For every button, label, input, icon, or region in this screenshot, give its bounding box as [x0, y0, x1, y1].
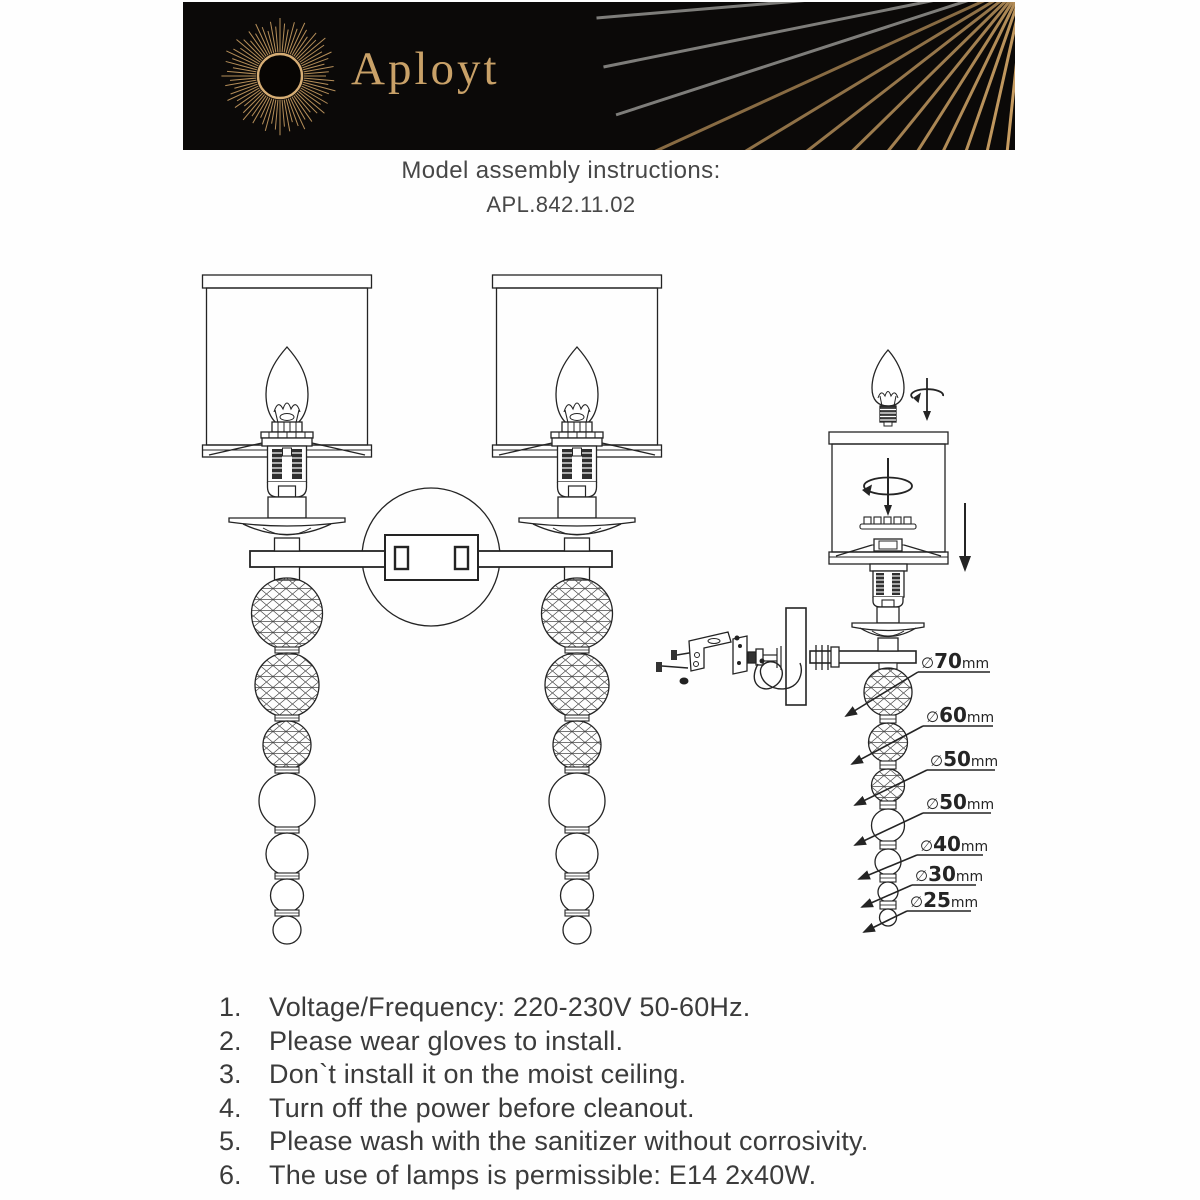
- dimension-label: [926, 790, 994, 814]
- drawing-line: [297, 40, 316, 59]
- dimension-value: 50: [939, 790, 967, 814]
- instruction-item: [219, 1126, 868, 1160]
- lamp-unit: [203, 275, 372, 580]
- sunburst-logo-icon: [221, 18, 335, 135]
- drawing-line: [284, 100, 290, 132]
- instruction-number: 3.: [219, 1059, 242, 1089]
- instruction-item: [219, 1059, 868, 1093]
- dimension-unit: mm: [950, 895, 979, 911]
- dimension-symbol: ∅: [930, 752, 944, 770]
- drawing-line: [282, 100, 284, 127]
- drawing-line: [227, 71, 256, 74]
- dimension-symbol: ∅: [926, 708, 940, 726]
- rotate-icon-arrow: [884, 505, 892, 516]
- drip-saucer: [229, 518, 345, 526]
- screw-head: [656, 662, 662, 672]
- bulb-tip: [884, 422, 892, 426]
- thread-tooth: [884, 517, 891, 524]
- drawing-line: [275, 100, 278, 130]
- instruction-number: 6.: [219, 1159, 242, 1190]
- dimension-value: 60: [939, 703, 967, 727]
- thread-tooth: [864, 517, 871, 524]
- drawing-line: [836, 545, 872, 556]
- down-arrow-head: [959, 556, 971, 572]
- drawing-line: [270, 22, 275, 53]
- dimension-unit: mm: [955, 869, 984, 885]
- dimension-value: 25: [923, 888, 951, 912]
- brand-logo-text: Aployt: [351, 43, 500, 95]
- dimension-label: [930, 747, 998, 771]
- dimension-label: [910, 888, 978, 912]
- screw-dot: [680, 678, 689, 685]
- mounting-bar: [460, 551, 612, 567]
- drawing-line: [235, 90, 260, 108]
- title-block: [0, 157, 1122, 218]
- instruction-text: Please wear gloves to install.: [269, 1025, 624, 1056]
- wall-plate: [786, 608, 806, 705]
- crystal-ball-faceted: [263, 721, 311, 769]
- lamp-unit: [493, 275, 662, 580]
- socket-cup: [873, 597, 903, 607]
- socket-cup: [268, 482, 307, 497]
- instruction-text: Turn off the power before cleanout.: [269, 1092, 695, 1123]
- brand-banner: [183, 2, 1015, 150]
- dimension-value: 50: [943, 747, 971, 771]
- crystal-ball-faceted: [872, 769, 905, 802]
- drawing-line: [282, 24, 284, 52]
- drip-saucer: [519, 518, 635, 526]
- drawing-line: [304, 72, 329, 74]
- corner-rays-icon: [597, 2, 1015, 150]
- dimension-unit: mm: [970, 754, 999, 770]
- crystal-ball-smooth: [872, 809, 905, 842]
- socket-ring: [562, 422, 592, 432]
- rod-block: [748, 652, 756, 663]
- socket-ring: [272, 422, 302, 432]
- crystal-ball-faceted: [545, 653, 609, 717]
- bracket-plate: [733, 636, 747, 674]
- instruction-number: 2.: [219, 1025, 242, 1056]
- sunburst-center: [258, 54, 302, 98]
- candle-tube: [558, 497, 596, 518]
- crystal-ball-faceted: [864, 668, 912, 716]
- candle-bulb: [266, 347, 308, 427]
- screw-shaft: [662, 666, 688, 668]
- dimension-value: 30: [928, 862, 956, 886]
- wall-arm: [810, 651, 916, 663]
- dimension-label: [921, 649, 989, 673]
- plate-screw: [735, 636, 740, 641]
- dimension-label: [926, 703, 994, 727]
- crystal-ball-faceted: [869, 723, 908, 762]
- instruction-text: Don`t install it on the moist ceiling.: [269, 1059, 687, 1089]
- plate-screw: [737, 661, 741, 665]
- instruction-text: Please wash with the sanitizer without corrosivity.: [269, 1126, 869, 1156]
- instruction-item: [219, 1026, 868, 1060]
- dimension-unit: mm: [966, 797, 995, 813]
- ray: [754, 2, 1015, 150]
- crystal-ball-faceted: [255, 653, 319, 717]
- rotate-icon-arrow: [913, 393, 921, 404]
- dimension-symbol: ∅: [920, 837, 934, 855]
- mounting-bar: [250, 551, 402, 567]
- instruction-item: [219, 992, 868, 1026]
- saucer-post: [878, 638, 898, 651]
- drawing-line: [304, 80, 329, 84]
- crystal-ball-smooth: [549, 773, 605, 829]
- drawing-line: [276, 27, 278, 53]
- dimension-symbol: ∅: [926, 795, 940, 813]
- thread-tooth: [874, 517, 881, 524]
- crystal-ball-smooth: [266, 833, 308, 875]
- instruction-number: 5.: [219, 1126, 242, 1156]
- drawing-line: [304, 67, 334, 72]
- dimension-label: [915, 862, 983, 886]
- model-number: APL.842.11.02: [486, 192, 636, 217]
- dimension-symbol: ∅: [921, 654, 935, 672]
- socket-flare: [870, 564, 907, 571]
- thread-row-base: [860, 524, 916, 529]
- lamp-shade-top-band: [203, 275, 372, 288]
- crystal-ball-smooth: [271, 879, 304, 912]
- lamp-shade-top-band: [829, 432, 948, 444]
- dimension-symbol: ∅: [915, 867, 929, 885]
- drawing-line: [230, 78, 256, 80]
- drawing-line: [225, 80, 256, 85]
- crystal-ball-smooth: [259, 773, 315, 829]
- lamp-shade-bottom-band: [829, 552, 948, 564]
- saucer-post: [565, 538, 590, 551]
- screw-head: [671, 650, 677, 660]
- crystal-ball-smooth: [556, 833, 598, 875]
- dimension-symbol: ∅: [910, 893, 924, 911]
- crystal-ball-faceted: [252, 578, 323, 649]
- instruction-list: [219, 992, 868, 1193]
- dimension-unit: mm: [960, 839, 989, 855]
- crystal-ball-smooth: [563, 916, 591, 944]
- instruction-item: [219, 1093, 868, 1127]
- saucer-post: [275, 538, 300, 551]
- drawing-line: [904, 545, 941, 556]
- candle-bulb: [872, 350, 904, 406]
- wall-bracket: [689, 632, 731, 671]
- thread-tooth: [894, 517, 901, 524]
- wire-dot: [760, 659, 765, 664]
- crystal-ball-faceted: [542, 578, 613, 649]
- bracket-slot: [395, 547, 408, 569]
- drawing-line: [304, 78, 334, 81]
- plate-screw: [738, 644, 742, 648]
- crystal-ball-faceted: [553, 721, 601, 769]
- dimension-label: [920, 832, 988, 856]
- instruction-text: Voltage/Frequency: 220-230V 50-60Hz.: [269, 992, 751, 1022]
- candle-tube: [877, 607, 899, 623]
- instruction-text: The use of lamps is permissible: E14 2x40W.: [269, 1159, 817, 1190]
- instruction-item: [219, 1160, 868, 1194]
- dimension-value: 70: [934, 649, 962, 673]
- arm-nut: [831, 647, 839, 667]
- bracket-slot: [455, 547, 468, 569]
- candle-bulb: [556, 347, 598, 427]
- dimension-unit: mm: [961, 656, 990, 672]
- crystal-ball-smooth: [561, 879, 594, 912]
- ray: [616, 2, 1015, 115]
- socket-nut: [552, 438, 602, 446]
- socket-nut: [262, 438, 312, 446]
- rotate-icon-arrow: [923, 411, 931, 421]
- banner-art: [183, 2, 1015, 150]
- dimension-value: 40: [933, 832, 961, 856]
- lamp-shade-top-band: [493, 275, 662, 288]
- front-view: [203, 275, 662, 944]
- page-title: Model assembly instructions:: [401, 157, 721, 184]
- instruction-number: 1.: [219, 992, 242, 1022]
- instruction-number: 4.: [219, 1092, 242, 1123]
- thread-tooth: [904, 517, 911, 524]
- ray: [838, 2, 1015, 150]
- socket-cup: [558, 482, 597, 497]
- drawing-line: [294, 96, 312, 122]
- crystal-ball-smooth: [273, 916, 301, 944]
- candle-tube: [268, 497, 306, 518]
- dimension-unit: mm: [966, 710, 995, 726]
